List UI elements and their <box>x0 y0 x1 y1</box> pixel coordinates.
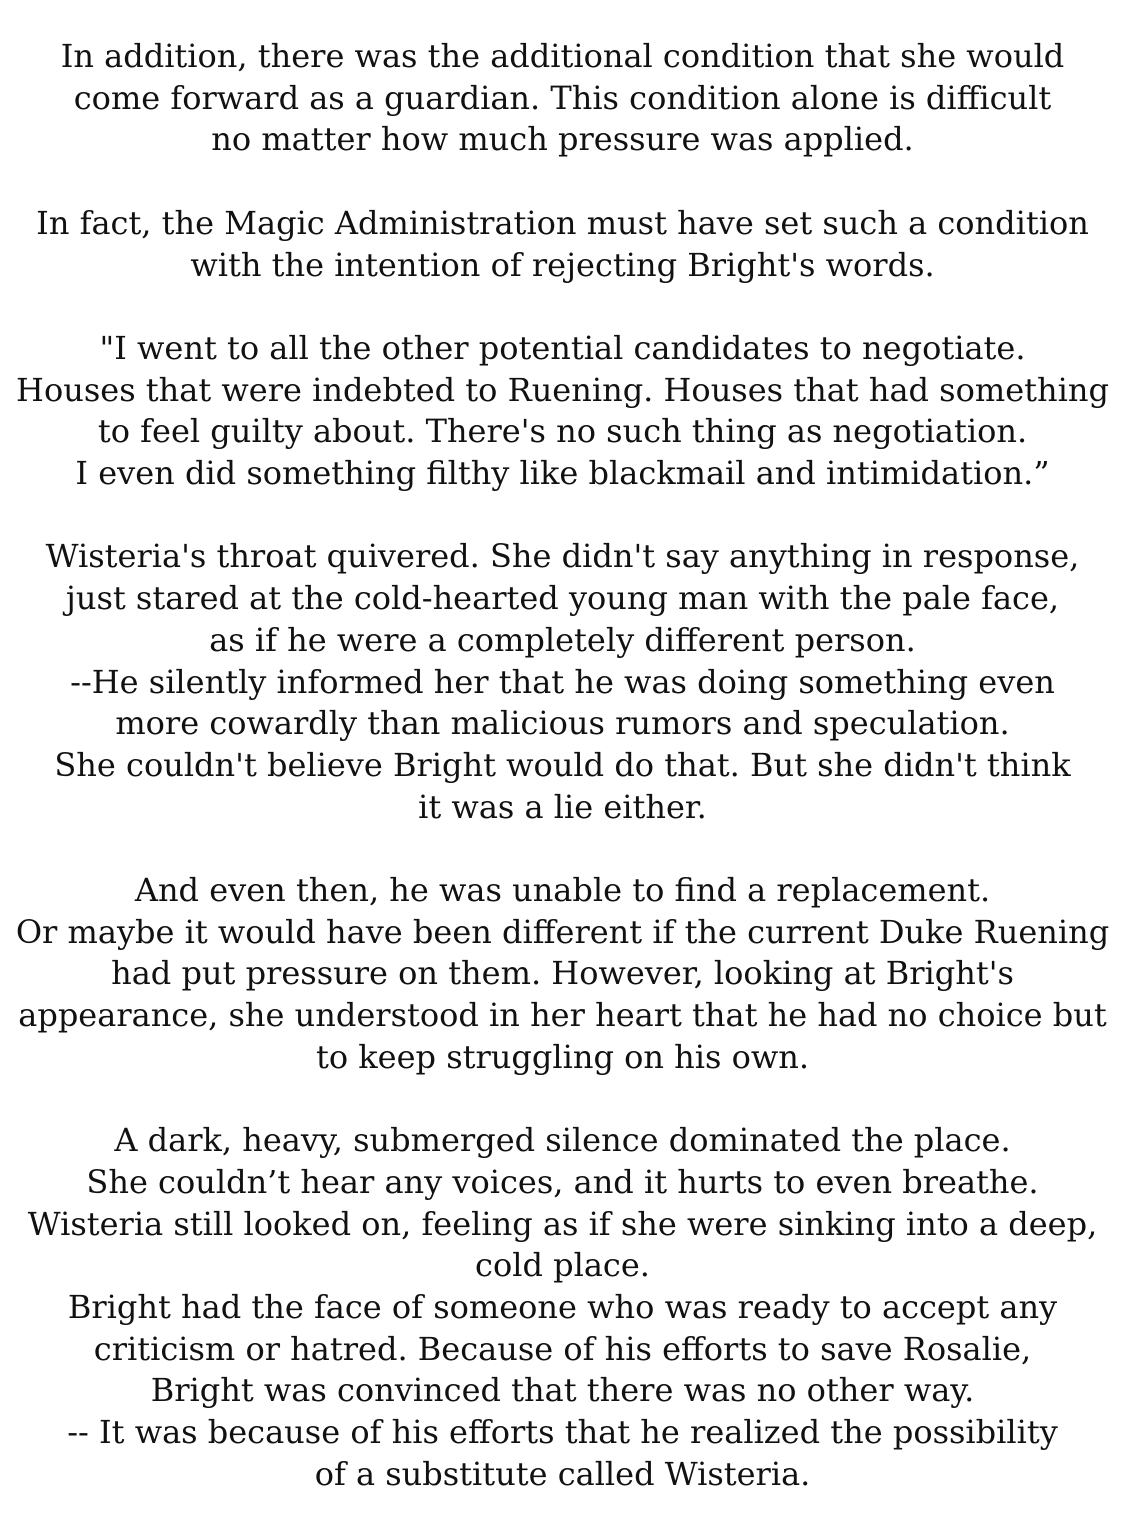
text-line: just stared at the cold-hearted young man with the pale face, <box>65 579 1060 618</box>
paragraph-1 <box>0 36 1125 161</box>
text-line: She couldn’t hear any voices, and it hurts to even breathe. <box>86 1162 1039 1201</box>
paragraph-4 <box>0 536 1125 828</box>
text-line: cold place. <box>475 1246 650 1285</box>
text-line: A dark, heavy, submerged silence dominated the place. <box>114 1121 1011 1160</box>
text-line: of a substitute called Wisteria. <box>314 1454 811 1493</box>
text-line: more cowardly than malicious rumors and speculation. <box>115 704 1010 743</box>
text-line: appearance, she understood in her heart that he had no choice but <box>18 996 1107 1035</box>
text-line: Houses that were indebted to Ruening. Houses that had something <box>16 370 1109 409</box>
text-line: I even did something filthy like blackmail and intimidation.” <box>75 454 1050 492</box>
text-line: no matter how much pressure was applied. <box>211 120 914 159</box>
text-line: as if he were a completely different person. <box>209 620 916 659</box>
text-line: criticism or hatred. Because of his efforts to save Rosalie, <box>93 1329 1032 1368</box>
text-line: In fact, the Magic Administration must have set such a condition <box>36 203 1089 242</box>
text-line: to keep struggling on his own. <box>315 1037 810 1076</box>
text-line: come forward as a guardian. This condition alone is difficult <box>73 78 1052 117</box>
text-line: -- It was because of his efforts that he realized the possibility <box>67 1413 1058 1452</box>
text-line: had put pressure on them. However, looking at Bright's <box>111 954 1014 993</box>
text-line: Bright was convinced that there was no other way. <box>150 1371 975 1410</box>
text-line: --He silently informed her that he was doing something even <box>70 662 1055 701</box>
text-line: Wisteria's throat quivered. She didn't say anything in response, <box>45 537 1080 576</box>
paragraph-6 <box>0 1120 1125 1495</box>
text-line: Or maybe it would have been different if the current Duke Ruening <box>15 912 1110 951</box>
text-line: with the intention of rejecting Bright's words. <box>190 245 935 284</box>
paragraph-5 <box>0 870 1125 1079</box>
text-line: And even then, he was unable to find a replacement. <box>134 871 991 909</box>
paragraph-2 <box>0 203 1125 286</box>
text-line: it was a lie either. <box>418 787 707 826</box>
text-line: Wisteria still looked on, feeling as if she were sinking into a deep, <box>27 1204 1098 1243</box>
paragraph-3 <box>0 328 1125 495</box>
text-line: Bright had the face of someone who was ready to accept any <box>67 1288 1058 1327</box>
text-body <box>0 36 1125 1537</box>
text-line: "I went to all the other potential candidates to negotiate. <box>99 328 1026 367</box>
text-line: to feel guilty about. There's no such thing as negotiation. <box>97 412 1028 451</box>
text-line: She couldn't believe Bright would do that. But she didn't think <box>54 745 1071 784</box>
text-line: In addition, there was the additional condition that she would <box>60 37 1065 75</box>
